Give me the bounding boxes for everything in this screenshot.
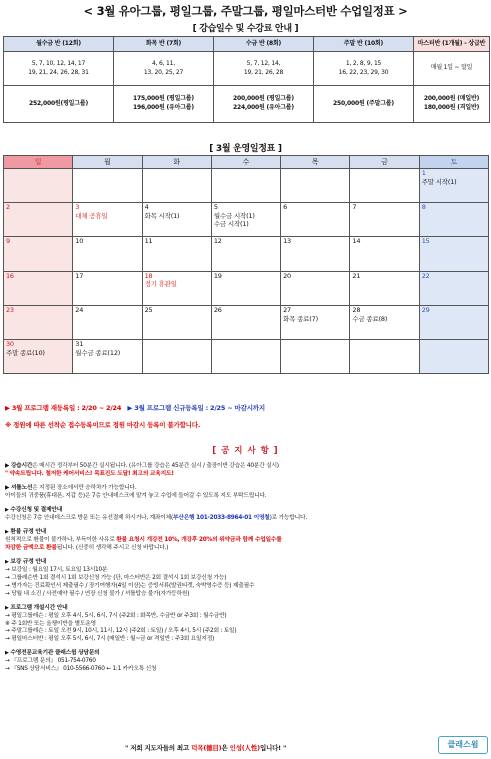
footer-slogan bbox=[125, 743, 286, 752]
weekday-header: 월 bbox=[73, 156, 142, 169]
fee-price-line: 224,000원 (유아그룹) bbox=[233, 104, 294, 111]
calendar-day bbox=[142, 203, 211, 237]
fee-dates-cell bbox=[414, 52, 490, 86]
day-number: 18 bbox=[144, 271, 153, 280]
calendar-day bbox=[211, 305, 280, 339]
weekday-header: 목 bbox=[281, 156, 350, 169]
fee-price-line: 200,000원 (매일반) bbox=[423, 95, 480, 103]
fee-dates-line: 1, 2, 8, 9, 15 bbox=[345, 59, 382, 67]
day-number: 1 bbox=[421, 169, 426, 177]
day-number: 3 bbox=[75, 203, 80, 212]
notice-contact: ▶ 수영전문교육기관 클래스윔 상담문의 → 『프로그램 문의』 051-754-0760 → 『SNS 상담서비스』 010-5566-0760 ← 1:1 카카오톡 신청 bbox=[5, 650, 487, 673]
calendar-day bbox=[4, 169, 73, 203]
fee-dates-line: 13, 20, 25, 27 bbox=[143, 68, 184, 76]
calendar-day bbox=[73, 203, 142, 237]
notice-text: 은 지정된 장소에서만 승하차가 가능합니다. bbox=[32, 485, 137, 492]
day-event: 수금 종료(8) bbox=[352, 314, 388, 323]
calendar-day bbox=[4, 203, 73, 237]
notice-heading: 보강 규정 안내 bbox=[10, 559, 47, 566]
day-number: 16 bbox=[6, 271, 14, 280]
fee-price-cell bbox=[314, 86, 414, 123]
calendar-day bbox=[73, 169, 142, 203]
calendar-week bbox=[4, 339, 489, 373]
calendar-day bbox=[350, 305, 419, 339]
calendar-table bbox=[3, 155, 489, 374]
notice-text: 아이들의 귀중품(휴대폰, 지갑 등)은 7층 안내데스크에 맡겨 놓고 수업에 들어갈 수 있도록 지도 부탁드립니다. bbox=[5, 492, 267, 499]
day-number: 27 bbox=[283, 305, 291, 314]
notice-program-times: ▶ 프로그램 개설시간 안내 → 평일그룹레슨 : 평일 오후 4시, 5시, 6시, 7시 (주2회 : 화목반, 수금반 or 주3회 : 월수금반) ※ 주 1회반 또는 올챙이반을 별도운영 → 주말그룹레슨 : 토일 오전 9시, 10시, 11시, 12시 (주2회 : 토일) / 오후 4시, 5시 (주2회 : 토일) → 평일마스터반 : 평일 오후 5시, 6시, 7시 (매일반 : 월~금 or 격일반 : 주3회 요일지정) bbox=[5, 605, 487, 644]
calendar-day bbox=[211, 339, 280, 373]
fee-price-cell bbox=[114, 86, 214, 123]
day-number: 23 bbox=[6, 305, 14, 314]
day-number: 13 bbox=[283, 237, 291, 246]
fee-header-cell: 화목 반 (7회) bbox=[114, 37, 214, 52]
day-number: 21 bbox=[352, 271, 361, 280]
capacity-warning: ※ 정원에 따른 선착순 접수등록이므로 정원 마감시 등록이 불가합니다. bbox=[5, 421, 201, 429]
day-number: 28 bbox=[352, 305, 361, 314]
notice-payment: ▶ 수강신청 및 결제안내 수강신청은 7층 안내데스크로 방문 또는 유선결제 하시거나, 계좌이체(부산은행 101-2033-8964-01 이영철)로 가능합니다. bbox=[5, 507, 307, 522]
day-number: 22 bbox=[421, 271, 430, 280]
footer-text: " 저희 지도자들의 최고 bbox=[125, 744, 192, 752]
weekday-header: 수 bbox=[211, 156, 280, 169]
fee-dates-cell bbox=[4, 52, 114, 86]
calendar-day bbox=[281, 169, 350, 203]
calendar-day bbox=[419, 339, 488, 373]
weekday-header: 일 bbox=[4, 156, 73, 169]
day-number: 4 bbox=[144, 203, 149, 212]
calendar-day bbox=[142, 339, 211, 373]
fee-dates-cell bbox=[214, 52, 314, 86]
calendar-day bbox=[73, 237, 142, 271]
day-number: 12 bbox=[213, 237, 222, 246]
fee-price-cell bbox=[214, 86, 314, 123]
fee-dates-line: 16, 22, 23, 29, 30 bbox=[338, 68, 389, 76]
day-number: 29 bbox=[421, 305, 430, 314]
day-event: 화목 종료(7) bbox=[283, 314, 318, 323]
calendar-day bbox=[73, 305, 142, 339]
renew-date: ▶ 3월 프로그램 재등록일 : 2/20 ~ 2/24 bbox=[5, 404, 122, 412]
day-number: 15 bbox=[421, 237, 430, 246]
calendar-day bbox=[73, 339, 142, 373]
day-number: 20 bbox=[283, 271, 291, 280]
notice-line: → 당월 내 소진 / 사전예약 필수 / 연장 신청 불가 / 셔틀탑승 불가(자가등하원) bbox=[5, 590, 190, 597]
notice-heading: 강습시간 bbox=[10, 463, 33, 469]
fee-table bbox=[3, 36, 490, 123]
calendar-day bbox=[419, 203, 488, 237]
calendar-day bbox=[281, 237, 350, 271]
notice-text: 원칙적으로 환불이 불가하나, 부득이한 사유로 bbox=[5, 537, 117, 544]
day-event: 주말 종료(10) bbox=[6, 348, 45, 357]
calendar-day bbox=[350, 203, 419, 237]
day-event: 대체 공휴일 bbox=[75, 211, 108, 220]
fee-header-cell: 주말 반 (10회) bbox=[314, 37, 414, 52]
refund-penalty: 환불 요청시 개강전 10%, 개강후 20%의 위약금과 함께 수업일수를 bbox=[116, 537, 282, 544]
day-number: 7 bbox=[352, 203, 357, 212]
day-number: 9 bbox=[6, 237, 10, 246]
calendar-day bbox=[350, 339, 419, 373]
notice-class-time: ▶ 강습시간은 매시간 정각부터 50분간 실시됩니다. (유아그룹 강습은 45분간 실시 / 출장이반 강습은 40분간 실시) " 약속트립니다. 철저한 케어서비스! 목표진도 도달! 최고의 교육지도! bbox=[5, 463, 487, 479]
calendar-day bbox=[73, 271, 142, 305]
fee-dates-line: 5, 7, 12, 14, bbox=[246, 59, 281, 67]
notice-title: [ 공 지 사 항 ] bbox=[212, 446, 279, 456]
footer-humanity: 인성(人性) bbox=[229, 744, 260, 752]
day-number: 30 bbox=[6, 339, 14, 348]
day-number: 24 bbox=[75, 305, 84, 314]
brand-logo: 클래스윔 bbox=[438, 736, 488, 754]
footer-text: 은 bbox=[221, 744, 230, 752]
fee-dates-line: 19, 21, 26, 28 bbox=[243, 68, 284, 76]
notice-heading: 수영전문교육기관 클래스윔 상담문의 bbox=[10, 650, 100, 657]
calendar-day bbox=[281, 271, 350, 305]
fee-dates-line: 매월 1일 ~ 말일 bbox=[430, 64, 473, 72]
fee-dates-line: 5, 7, 10, 12, 14, 17 bbox=[31, 59, 86, 67]
notice-line: ※ 주 1회반 또는 올챙이반을 별도운영 bbox=[5, 620, 96, 627]
day-event: 월수금 종료(12) bbox=[75, 348, 121, 357]
fee-header-cell: 수금 반 (8회) bbox=[214, 37, 314, 52]
fee-price-line: 180,000원 (격일반) bbox=[423, 104, 480, 111]
notice-heading: 셔틀노선 bbox=[10, 485, 33, 492]
day-event: 월수금 시작(1) bbox=[213, 211, 255, 220]
notice-heading: 프로그램 개설시간 안내 bbox=[10, 604, 68, 611]
day-number: 2 bbox=[6, 203, 10, 212]
new-date: ▶ 3월 프로그램 신규등록일 : 2/25 ~ 마감시까지 bbox=[127, 404, 265, 412]
calendar-day bbox=[211, 237, 280, 271]
notice-heading: 수강신청 및 결제안내 bbox=[10, 507, 63, 514]
notice-list bbox=[5, 463, 487, 680]
calendar-day bbox=[350, 237, 419, 271]
fee-price-cell bbox=[414, 86, 490, 123]
calendar-day bbox=[4, 339, 73, 373]
day-number: 19 bbox=[213, 271, 222, 280]
day-number: 31 bbox=[75, 339, 84, 348]
fee-dates-cell bbox=[314, 52, 414, 86]
notice-promise: " 약속트립니다. 철저한 케어서비스! 목표진도 도달! 최고의 교육지도! bbox=[5, 470, 174, 477]
day-number: 14 bbox=[352, 237, 361, 246]
day-event: 수금 시작(1) bbox=[213, 220, 249, 229]
fee-dates-line: 4, 6, 11, bbox=[151, 59, 175, 67]
notice-shuttle: ▶ 셔틀노선은 지정된 장소에서만 승하차가 가능합니다. 아이들의 귀중품(휴대폰, 지갑 등)은 7층 안내데스크에 맡겨 놓고 수업에 들어갈 수 있도록 지도 부탁드립니다. bbox=[5, 485, 487, 501]
calendar-week bbox=[4, 305, 489, 339]
day-number: 25 bbox=[144, 305, 153, 314]
refund-penalty: 차감한 금액으로 환불 bbox=[5, 545, 57, 551]
calendar-day bbox=[419, 271, 488, 305]
notice-text: )로 가능합니다. bbox=[269, 515, 307, 522]
fee-price-line: 200,000원 (평일그룹) bbox=[233, 95, 294, 103]
calendar-week bbox=[4, 203, 489, 237]
calendar-section-title: [ 3월 운영일정표 ] bbox=[209, 144, 282, 154]
notice-text: 수강신청은 7층 안내데스크로 방문 또는 유선결제 하시거나, 계좌이체( bbox=[5, 515, 173, 522]
calendar-week bbox=[4, 169, 489, 203]
calendar-day bbox=[142, 237, 211, 271]
fee-header-cell: 월수금 반 (12회) bbox=[4, 37, 114, 52]
phone-line[interactable]: → 『프로그램 문의』 051-754-0760 bbox=[5, 658, 96, 665]
calendar-day bbox=[211, 271, 280, 305]
calendar-day bbox=[350, 169, 419, 203]
bank-account: 부산은행 101-2033-8964-01 이영철 bbox=[173, 515, 270, 522]
fee-price-cell bbox=[4, 86, 114, 123]
calendar-day bbox=[4, 305, 73, 339]
weekday-header: 금 bbox=[350, 156, 419, 169]
footer-virtue: 덕목(德目) bbox=[191, 744, 222, 752]
sns-line[interactable]: → 『SNS 상담서비스』 010-5566-0760 ← 1:1 카카오톡 신청 bbox=[5, 666, 157, 673]
notice-refund: ▶ 환불 규정 안내 원칙적으로 환불이 불가하나, 부득이한 사유로 환불 요청시 개강전 10%, 개강후 20%의 위약금과 함께 수업일수를 차감한 금액으로 환불됩니다. (신중히 생각해 주시고 신청 바랍니다.) bbox=[5, 529, 282, 551]
fee-dates-line: 19, 21, 24, 26, 28, 31 bbox=[28, 68, 89, 76]
calendar-day bbox=[211, 203, 280, 237]
notice-line: → 보강일 : 월요일 17시, 토요일 13시10분 bbox=[5, 567, 108, 574]
calendar-day bbox=[350, 271, 419, 305]
weekday-header: 화 bbox=[142, 156, 211, 169]
page-title: < 3월 유아그룹, 평일그룹, 주말그룹, 평일마스터반 수업일정표 > bbox=[83, 4, 408, 18]
notice-line: → 그룹레슨반 1회 결석시 1회 보강신청 가능 (단, 마스터반은 2회 결석시 1회 보강신청 가능) bbox=[5, 574, 227, 581]
footer-text: 입니다! " bbox=[259, 744, 287, 752]
calendar-day bbox=[142, 169, 211, 203]
notice-line: → 평일그룹레슨 : 평일 오후 4시, 5시, 6시, 7시 (주2회 : 화목반, 수금반 or 주3회 : 월수금반) bbox=[5, 612, 227, 619]
day-number: 6 bbox=[283, 203, 288, 212]
calendar-day bbox=[142, 305, 211, 339]
notice-heading: 환불 규정 안내 bbox=[10, 529, 47, 536]
calendar-week bbox=[4, 237, 489, 271]
day-number: 8 bbox=[421, 203, 426, 212]
calendar-day bbox=[419, 169, 488, 203]
weekday-header: 토 bbox=[419, 156, 488, 169]
calendar-day bbox=[4, 271, 73, 305]
calendar-day bbox=[4, 237, 73, 271]
day-number: 26 bbox=[213, 305, 222, 314]
day-number: 11 bbox=[144, 237, 153, 246]
fee-dates-cell bbox=[114, 52, 214, 86]
fee-price-line: 196,000원 (유아그룹) bbox=[133, 104, 194, 111]
day-event: 주말 시작(1) bbox=[421, 177, 457, 186]
fee-price-line: 252,000원(평일그룹) bbox=[29, 99, 88, 107]
notice-text: 은 매시간 정각부터 50분간 실시됩니다. (유아그룹 강습은 45분간 실시 / 출장이반 강습은 40분간 실시) bbox=[32, 463, 279, 469]
calendar-day bbox=[211, 169, 280, 203]
calendar-day bbox=[281, 339, 350, 373]
fee-header-cell: 마스터반 (1개월) - 상급반 bbox=[414, 37, 490, 52]
calendar-week bbox=[4, 271, 489, 305]
notice-makeup: ▶ 보강 규정 안내 → 보강일 : 월요일 17시, 토요일 13시10분 → 그룹레슨반 1회 결석시 1회 보강신청 가능 (단, 마스터반은 2회 결석시 1회 보강신청 가능) → 병가자는 진료확인서 제출필수 / 장기여행자(4일 이상)는 증빙서류(발권티켓, 숙박영수증 등) 제출필수 → 당월 내 소진 / 사전예약 필수 / 연장 신청 불가 / 셔틀탑승 불가(자가등하원) bbox=[5, 559, 487, 598]
notice-line: → 평일마스터반 : 평일 오후 5시, 6시, 7시 (매일반 : 월~금 or 격일반 : 주3회 요일지정) bbox=[5, 636, 215, 643]
calendar-day bbox=[419, 237, 488, 271]
calendar-day bbox=[281, 203, 350, 237]
day-event: 정기 휴관일 bbox=[144, 280, 177, 289]
day-number: 5 bbox=[213, 203, 218, 212]
fee-price-line: 175,000원 (평일그룹) bbox=[133, 95, 194, 103]
fee-price-line: 250,000원 (주말그룹) bbox=[333, 99, 394, 107]
calendar-day bbox=[142, 271, 211, 305]
calendar-day bbox=[419, 305, 488, 339]
notice-text: 됩니다. (신중히 생각해 주시고 신청 바랍니다.) bbox=[56, 545, 169, 551]
day-event: 화목 시작(1) bbox=[144, 211, 180, 220]
fee-section-title: [ 강습일수 및 수강료 안내 ] bbox=[192, 24, 299, 34]
day-number: 17 bbox=[75, 271, 84, 280]
registration-dates bbox=[5, 403, 265, 412]
notice-line: → 병가자는 진료확인서 제출필수 / 장기여행자(4일 이상)는 증빙서류(발권티켓, 숙박영수증 등) 제출필수 bbox=[5, 582, 255, 589]
day-number: 10 bbox=[75, 237, 84, 246]
notice-line: → 주말그룹레슨 : 토일 오전 9시, 10시, 11시, 12시 (주2회 : 토일) / 오후 4시, 5시 (주2회 : 토일) bbox=[5, 628, 237, 635]
calendar-day bbox=[281, 305, 350, 339]
